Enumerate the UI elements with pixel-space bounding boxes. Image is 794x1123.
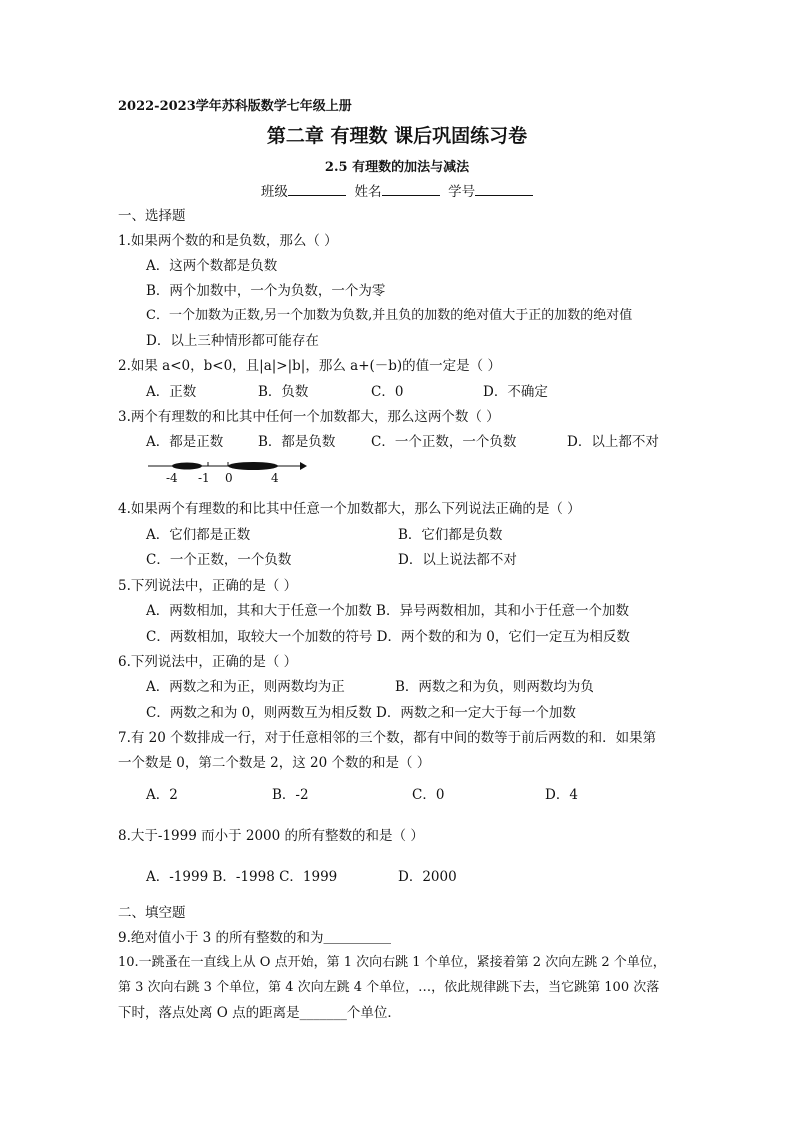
class-label: 班级 [260,184,288,200]
question-1-option-d[interactable]: D．以上三种情形都可能存在 [146,333,319,349]
question-6-options-cd[interactable]: C．两数之和为 0，则两数互为相反数 D．两数之和一定大于每一个加数 [146,705,576,721]
section-subtitle: 2.5 有理数的加法与减法 [324,160,470,175]
question-4-stem: 4.如果两个有理数的和比其中任意一个加数都大，那么下列说法正确的是（ ） [118,501,581,517]
question-10-line-2: 第 3 次向右跳 3 个单位，第 4 次向左跳 4 个单位，…，依此规律跳下去，当它跳第 100 次落 [118,980,660,995]
question-10-line-3: 下时，落点处离 O 点的距离是_______个单位． [118,1005,401,1021]
question-2-option-c[interactable]: C．0 [371,384,404,400]
number-line-label: -1 [198,471,210,485]
question-9: 9.绝对值小于 3 的所有整数的和为＿＿＿＿＿ [118,930,392,946]
class-field[interactable] [288,181,346,196]
question-3-stem: 3.两个有理数的和比其中任何一个加数都大，那么这两个数（ ） [118,409,500,425]
question-1-option-c[interactable]: C．一个加数为正数,另一个加数为负数,并且负的加数的绝对值大于正的加数的绝对值 [146,308,633,323]
question-5-stem: 5.下列说法中，正确的是（ ） [118,578,298,594]
question-7-option-c[interactable]: C．0 [412,787,445,803]
question-4-option-b[interactable]: B．它们都是负数 [398,527,503,543]
section-heading-fill: 二、填空题 [118,905,186,921]
question-3-option-c[interactable]: C．一个正数，一个负数 [371,434,517,450]
question-1-option-b[interactable]: B．两个加数中，一个为负数，一个为零 [146,283,386,299]
question-3-option-a[interactable]: A．都是正数 [146,434,224,450]
question-4-option-c[interactable]: C．一个正数，一个负数 [146,552,292,568]
question-3-option-b[interactable]: B．都是负数 [258,434,336,450]
question-10-line-1: 10.一跳蚤在一直线上从 O 点开始，第 1 次向右跳 1 个单位，紧接着第 2 次向左跳 2 个单位， [118,955,666,970]
number-line-label: 0 [225,471,233,485]
question-8-options-abc[interactable]: A．-1999 B．-1998 C．1999 [146,869,338,885]
question-7-option-b[interactable]: B．-2 [272,787,309,803]
question-3-option-d[interactable]: D．以上都不对 [567,434,659,450]
worksheet-header: 2022-2023学年苏科版数学七年级上册 [118,99,352,114]
question-7-stem-line-2: 一个数是 0，第二个数是 2，这 20 个数的和是（ ） [118,755,431,771]
question-4-option-a[interactable]: A．它们都是正数 [146,527,251,543]
page-title: 第二章 有理数 课后巩固练习卷 [266,125,528,147]
number-label: 学号 [448,184,476,200]
question-1-stem: 1.如果两个数的和是负数，那么（ ） [118,233,338,249]
name-label: 姓名 [354,184,382,200]
question-6-option-a[interactable]: A．两数之和为正，则两数均为正 [146,679,345,695]
question-5-options-cd[interactable]: C．两数相加，取较大一个加数的符号 D．两个数的和为 0，它们一定互为相反数 [146,629,630,645]
question-2-option-a[interactable]: A．正数 [146,384,197,400]
student-info [0,181,794,201]
number-field[interactable] [475,181,533,196]
number-line-label: -4 [166,471,178,485]
question-8-stem: 8.大于-1999 而小于 2000 的所有整数的和是（ ） [118,828,424,844]
question-2-stem: 2.如果 a<0，b<0，且|a|>|b|，那么 a+(－b)的值一定是（ ） [118,358,501,374]
question-2-option-d[interactable]: D．不确定 [483,384,548,400]
number-line-label: 4 [271,471,279,485]
question-7-stem-line-1: 7.有 20 个数排成一行，对于任意相邻的三个数，都有中间的数等于前后两数的和．如果第 [118,730,657,746]
question-7-option-a[interactable]: A．2 [146,787,178,803]
question-2-option-b[interactable]: B．负数 [258,384,309,400]
question-5-options-ab[interactable]: A．两数相加，其和大于任意一个加数 B．异号两数相加，其和小于任意一个加数 [146,603,629,619]
question-6-stem: 6.下列说法中，正确的是（ ） [118,654,298,670]
name-field[interactable] [382,181,440,196]
section-heading-choice: 一、选择题 [118,208,186,224]
question-1-option-a[interactable]: A．这两个数都是负数 [146,258,278,274]
question-8-option-d[interactable]: D．2000 [398,869,457,885]
question-4-option-d[interactable]: D．以上说法都不对 [398,552,517,568]
question-6-option-b[interactable]: B．两数之和为负，则两数均为负 [395,679,594,695]
number-line-arrow-icon [300,462,307,470]
question-7-option-d[interactable]: D．4 [545,787,578,803]
